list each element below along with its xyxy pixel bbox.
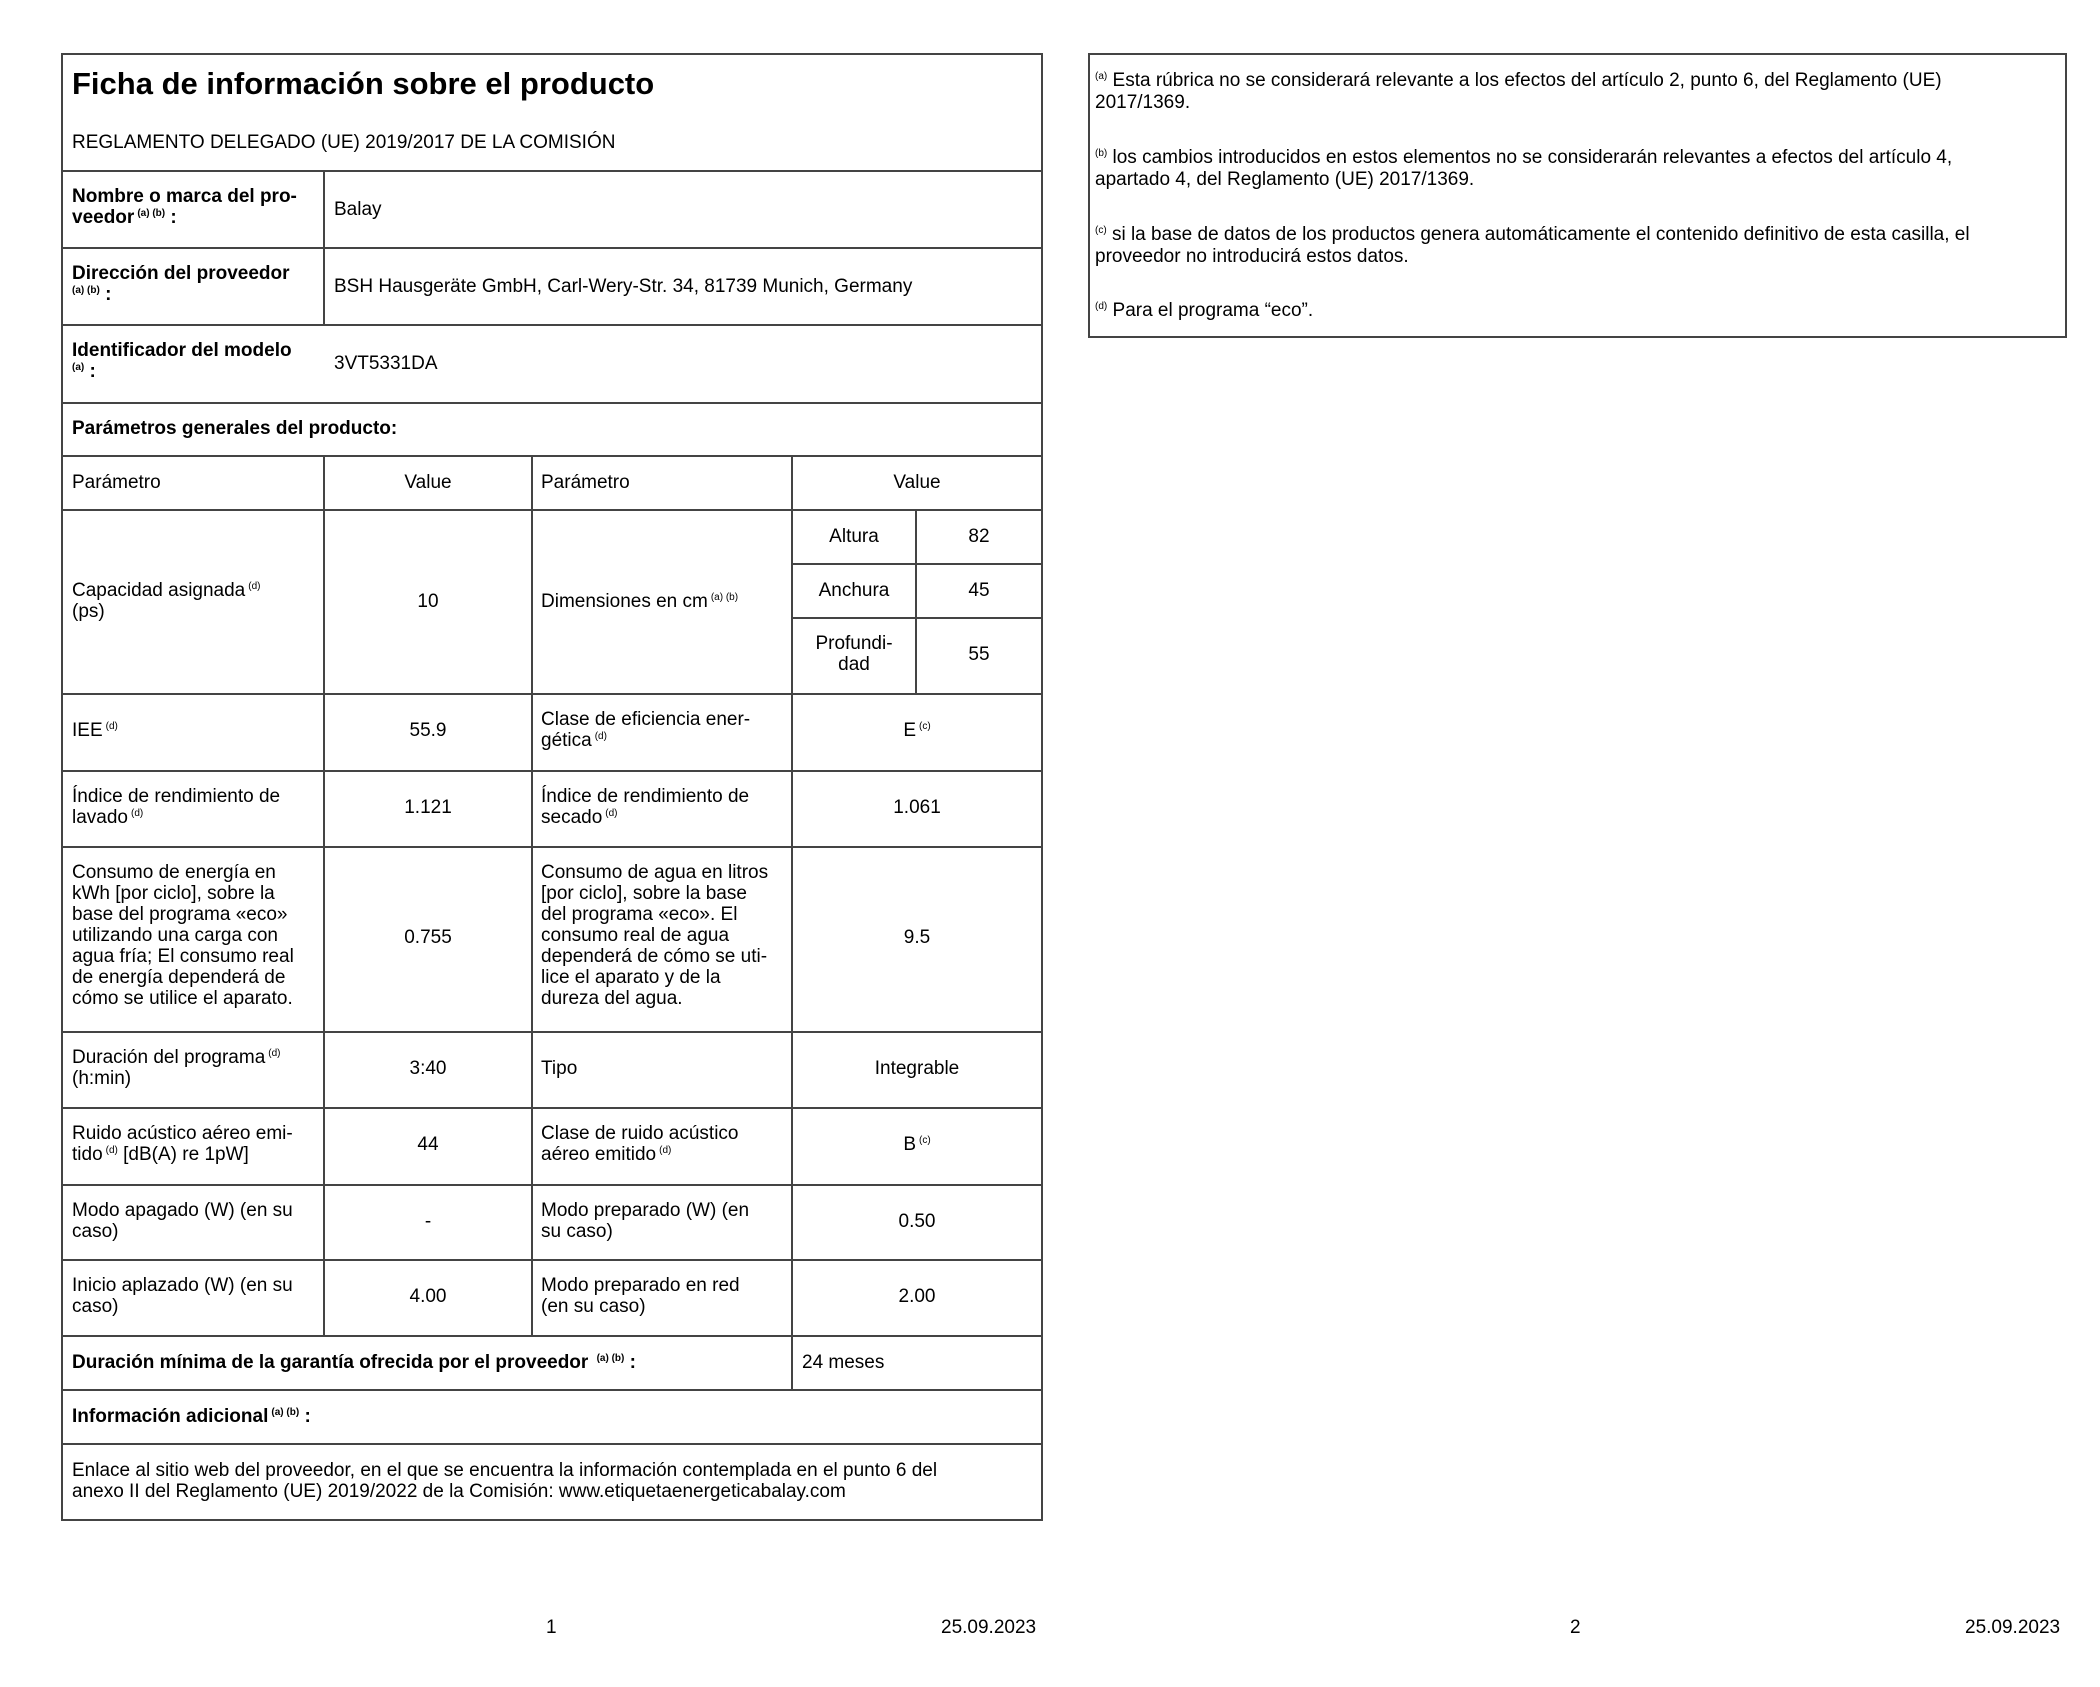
standby-mode-label: Modo preparado (W) (en su caso) xyxy=(541,1200,750,1242)
iee-value: 55.9 xyxy=(409,720,447,741)
network-standby-value: 2.00 xyxy=(898,1286,936,1307)
drying-index-label: Índice de rendimiento de secado $^{(d)}$ xyxy=(541,786,750,828)
type-label: Tipo xyxy=(541,1058,578,1079)
supplier-address-label: Dirección del proveedor $^{(a) (b)}$ : xyxy=(72,263,290,305)
supplier-name-value: Balay xyxy=(334,199,382,220)
general-parameters-heading: Parámetros generales del producto: xyxy=(72,418,398,439)
energy-consumption-label: Consumo de energía en kWh [por ciclo], sobre la base del programa «eco» utilizando una carga con agua fría; El consumo real de energía dependerá de cómo se utilice el aparato. xyxy=(72,862,294,1009)
washing-index-label: Índice de rendimiento de lavado $^{(d)}$ xyxy=(72,786,281,828)
off-mode-value: - xyxy=(424,1211,432,1232)
dimension-depth-value: 55 xyxy=(968,644,990,665)
program-duration-value: 3:40 xyxy=(409,1058,447,1079)
supplier-name-label: Nombre o marca del pro- veedor $^{(a) (b)}$ : xyxy=(72,186,297,228)
noise-emission-label: Ruido acústico aéreo emi- tido $^{(d)}$ [dB(A) re 1pW] xyxy=(72,1123,293,1165)
supplier-address-value: BSH Hausgeräte GmbH, Carl-Wery-Str. 34, 81739 Munich, Germany xyxy=(334,276,913,297)
page-number: 2 xyxy=(1570,1617,1581,1638)
dimension-height-value: 82 xyxy=(968,526,990,547)
page-date: 25.09.2023 xyxy=(941,1617,1037,1638)
off-mode-label: Modo apagado (W) (en su caso) xyxy=(72,1200,293,1242)
noise-class-value: B $^{(c)}$ xyxy=(903,1134,931,1155)
footnote-d: $^{(d)}$ Para el programa “eco”. xyxy=(1095,300,1314,321)
standby-mode-value: 0.50 xyxy=(898,1211,936,1232)
page-number: 1 xyxy=(546,1617,557,1638)
warranty-label: Duración mínima de la garantía ofrecida por el proveedor $^{(a) (b)}$ : xyxy=(72,1352,636,1373)
dimension-width-value: 45 xyxy=(968,580,990,601)
iee-label: IEE $^{(d)}$ xyxy=(72,720,118,741)
dimensions-label: Dimensiones en cm $^{(a) (b)}$ xyxy=(541,591,739,612)
column-header-parameter-1: Parámetro xyxy=(72,472,161,493)
water-consumption-value: 9.5 xyxy=(903,927,931,948)
noise-class-label: Clase de ruido acústico aéreo emitido $^{(d)}$ xyxy=(541,1123,739,1165)
capacity-label: Capacidad asignada $^{(d)}$ (ps) xyxy=(72,580,261,622)
footnote-c: $^{(c)}$ si la base de datos de los productos genera automáticamente el contenido definitivo de esta casilla, el proveedor no introducirá estos datos. xyxy=(1095,224,1970,267)
energy-consumption-value: 0.755 xyxy=(404,927,452,948)
program-duration-label: Duración del programa $^{(d)}$ (h:min) xyxy=(72,1047,281,1089)
dimension-width-label: Anchura xyxy=(818,580,890,601)
dimension-height-label: Altura xyxy=(829,526,879,547)
type-value: Integrable xyxy=(874,1058,960,1079)
dimension-depth-label: Profundi- dad xyxy=(815,633,893,675)
delay-start-label: Inicio aplazado (W) (en su caso) xyxy=(72,1275,293,1317)
footnote-b: $^{(b)}$ los cambios introducidos en estos elementos no se considerarán relevantes a efectos del artículo 4, apartado 4, del Reglamento (UE) 2017/1369. xyxy=(1095,147,1953,190)
drying-index-value: 1.061 xyxy=(893,797,941,818)
warranty-value: 24 meses xyxy=(802,1352,885,1373)
capacity-value: 10 xyxy=(417,591,439,612)
page-date: 25.09.2023 xyxy=(1965,1617,2061,1638)
noise-emission-value: 44 xyxy=(417,1134,439,1155)
regulation-subtitle: REGLAMENTO DELEGADO (UE) 2019/2017 DE LA COMISIÓN xyxy=(72,132,616,153)
water-consumption-label: Consumo de agua en litros [por ciclo], sobre la base del programa «eco». El consumo real de agua dependerá de cómo se uti- lice el aparato y de la dureza del agua. xyxy=(541,862,769,1009)
delay-start-value: 4.00 xyxy=(409,1286,447,1307)
column-header-parameter-2: Parámetro xyxy=(541,472,630,493)
model-identifier-label: Identificador del modelo $^{(a)}$ : xyxy=(72,340,292,382)
supplier-website-text: Enlace al sitio web del proveedor, en el que se encuentra la información contemplada en el punto 6 del anexo II del Reglamento (UE) 2019/2022 de la Comisión: www.etiquetaenergeticabalay.com xyxy=(72,1460,938,1502)
additional-info-label: Información adicional $^{(a) (b)}$ : xyxy=(72,1406,311,1427)
network-standby-label: Modo preparado en red (en su caso) xyxy=(541,1275,740,1317)
energy-class-value: E $^{(c)}$ xyxy=(903,720,931,741)
washing-index-value: 1.121 xyxy=(404,797,452,818)
page-title: Ficha de información sobre el producto xyxy=(72,66,655,101)
energy-class-label: Clase de eficiencia ener- gética $^{(d)}$ xyxy=(541,709,751,751)
footnote-a: $^{(a)}$ Esta rúbrica no se considerará relevante a los efectos del artículo 2, punto 6, del Reglamento (UE) 2017/1369. xyxy=(1095,70,1942,113)
column-header-value-2: Value xyxy=(893,472,941,493)
model-identifier-value: 3VT5331DA xyxy=(334,353,438,374)
column-header-value-1: Value xyxy=(404,472,452,493)
